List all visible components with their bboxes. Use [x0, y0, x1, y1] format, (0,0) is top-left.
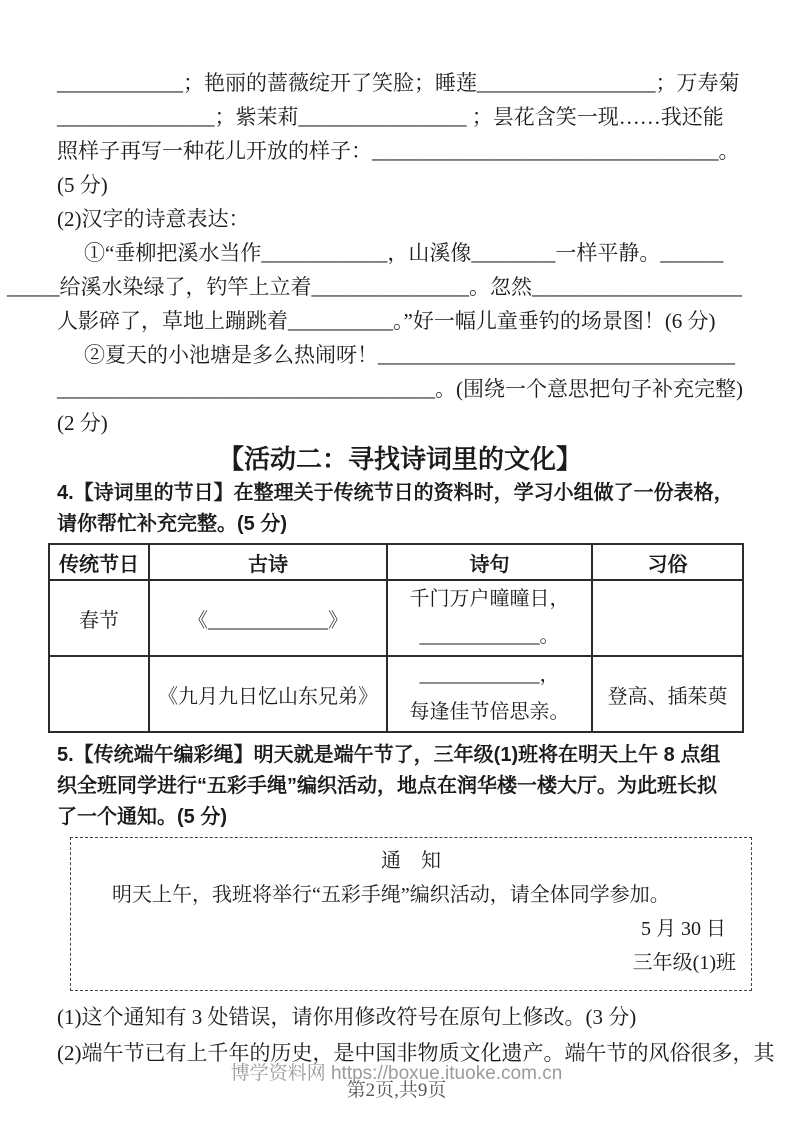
text-line: 照样子再写一种花儿开放的样子：_________________________________。 — [57, 139, 740, 163]
column-header-poem: 古诗 — [149, 544, 387, 580]
verse-line: ____________， — [419, 664, 560, 686]
text-line: ①“垂柳把溪水当作____________，山溪像________一样平静。______ — [84, 241, 724, 265]
page-number: 第2页,共9页 — [346, 1080, 447, 1101]
cell-festival: 春节 — [49, 580, 149, 656]
question-5-stem: 了一个通知。(5 分) — [57, 806, 227, 828]
notice-box — [70, 837, 752, 991]
text-line: 人影碎了，草地上蹦跳着__________。”好一幅儿童垂钓的场景图！(6 分) — [57, 309, 716, 333]
question-5 — [57, 740, 775, 1070]
table-row — [49, 580, 743, 656]
notice-signer: 三年级(1)班 — [632, 952, 736, 974]
cell-festival — [49, 656, 149, 732]
subquestion-2: (2)端午节已有上千年的历史，是中国非物质文化遗产。端午节的风俗很多，其 — [57, 1041, 775, 1065]
question-4-stem: 4.【诗词里的节日】在整理关于传统节日的资料时，学习小组做了一份表格， — [57, 482, 734, 504]
question-5-subparts — [57, 1000, 775, 1070]
text-line: _______________；紫茉莉________________ ；昙花含笑一现……我还能 — [57, 105, 724, 129]
cell-verse — [387, 580, 592, 656]
column-header-verse: 诗句 — [387, 544, 592, 580]
cell-poem: 《____________》 — [149, 580, 387, 656]
subquestion-2-label: (2)汉字的诗意表达： — [57, 207, 250, 231]
text-line: ____________；艳丽的蔷薇绽开了笑脸；睡莲_________________；万寿菊 — [57, 71, 740, 95]
text-line: ____________________________________。(围绕一个意思把句子补充完整) — [57, 377, 743, 401]
cell-custom — [592, 580, 743, 656]
column-header-festival: 传统节日 — [49, 544, 149, 580]
cell-custom: 登高、插茱萸 — [592, 656, 743, 732]
watermark-text: 博学资料网 https://boxue.ituoke.com.cn — [230, 1063, 563, 1084]
cell-poem: 《九月九日忆山东兄弟》 — [149, 656, 387, 732]
text-line: _____给溪水染绿了，钓竿上立着_______________。忽然____________________ — [7, 275, 742, 299]
fill-blank-section — [7, 66, 743, 440]
activity2-heading: 【活动二：寻找诗词里的文化】 — [217, 444, 582, 474]
verse-line: 千门万户曈曈日， — [409, 588, 570, 610]
table-row — [49, 656, 743, 732]
column-header-custom: 习俗 — [592, 544, 743, 580]
question-5-stem: 织全班同学进行“五彩手绳”编织活动，地点在润华楼一楼大厅。为此班长拟 — [57, 775, 717, 797]
score-note: (5 分) — [57, 173, 108, 197]
question-4-stem: 请你帮忙补充完整。(5 分) — [57, 513, 287, 535]
question-5-stem: 5.【传统端午编彩绳】明天就是端午节了，三年级(1)班将在明天上午 8 点组 — [57, 744, 721, 766]
score-note: (2 分) — [57, 411, 108, 435]
notice-body: 明天上午，我班将举行“五彩手绳”编织活动，请全体同学参加。 — [112, 884, 670, 906]
table-header-row — [49, 544, 743, 580]
festival-table — [48, 543, 744, 733]
text-line: ②夏天的小池塘是多么热闹呀！__________________________________ — [84, 343, 735, 367]
notice-date: 5 月 30 日 — [641, 918, 726, 940]
notice-title: 通 知 — [381, 850, 441, 872]
cell-verse — [387, 656, 592, 732]
verse-line: ____________。 — [419, 625, 560, 647]
subquestion-1: (1)这个通知有 3 处错误，请你用修改符号在原句上修改。(3 分) — [57, 1005, 637, 1029]
question-4 — [57, 478, 743, 733]
verse-line: 每逢佳节倍思亲。 — [409, 701, 570, 723]
